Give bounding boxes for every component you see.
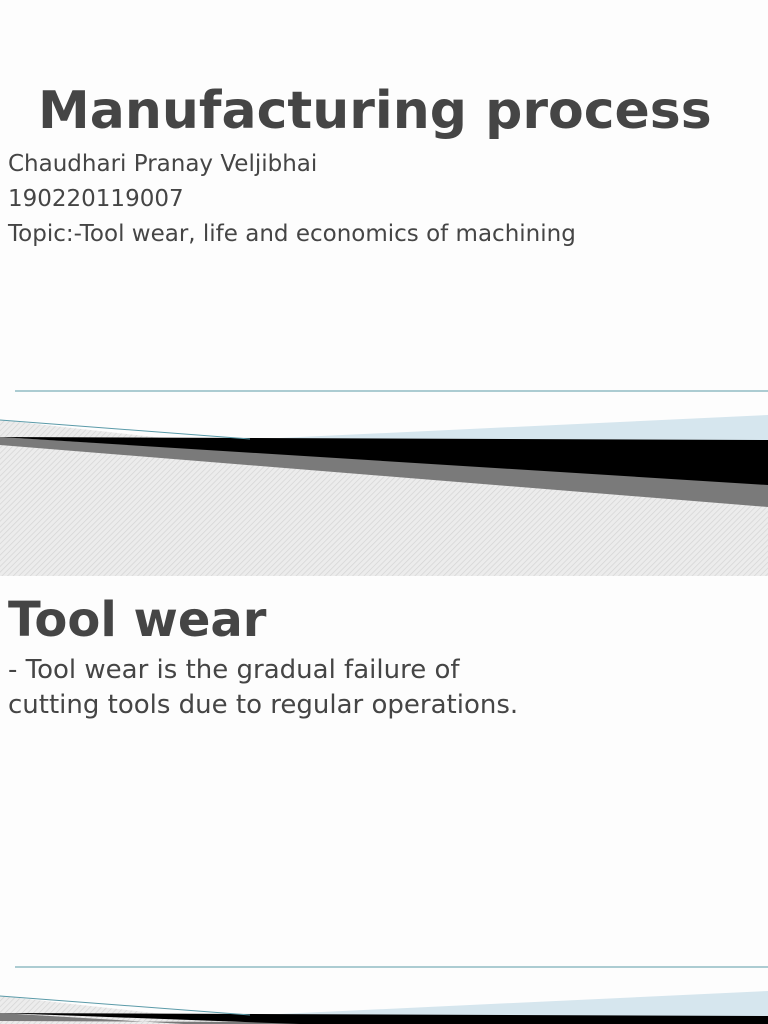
page-title: Manufacturing process (38, 81, 712, 141)
subtitle-block (8, 147, 576, 252)
content-slide (0, 576, 768, 1024)
body-line: - Tool wear is the gradual failure of (8, 655, 460, 685)
body-line: cutting tools due to regular operations. (8, 690, 519, 720)
content-slide-decoration (0, 961, 768, 1024)
topic-line: Topic:-Tool wear, life and economics of machining (8, 221, 576, 247)
slide-heading: Tool wear (8, 592, 267, 648)
title-slide-decoration (0, 385, 768, 576)
slide-body (8, 653, 608, 723)
author-name: Chaudhari Pranay Veljibhai (8, 151, 318, 177)
enrollment-number: 190220119007 (8, 186, 184, 212)
